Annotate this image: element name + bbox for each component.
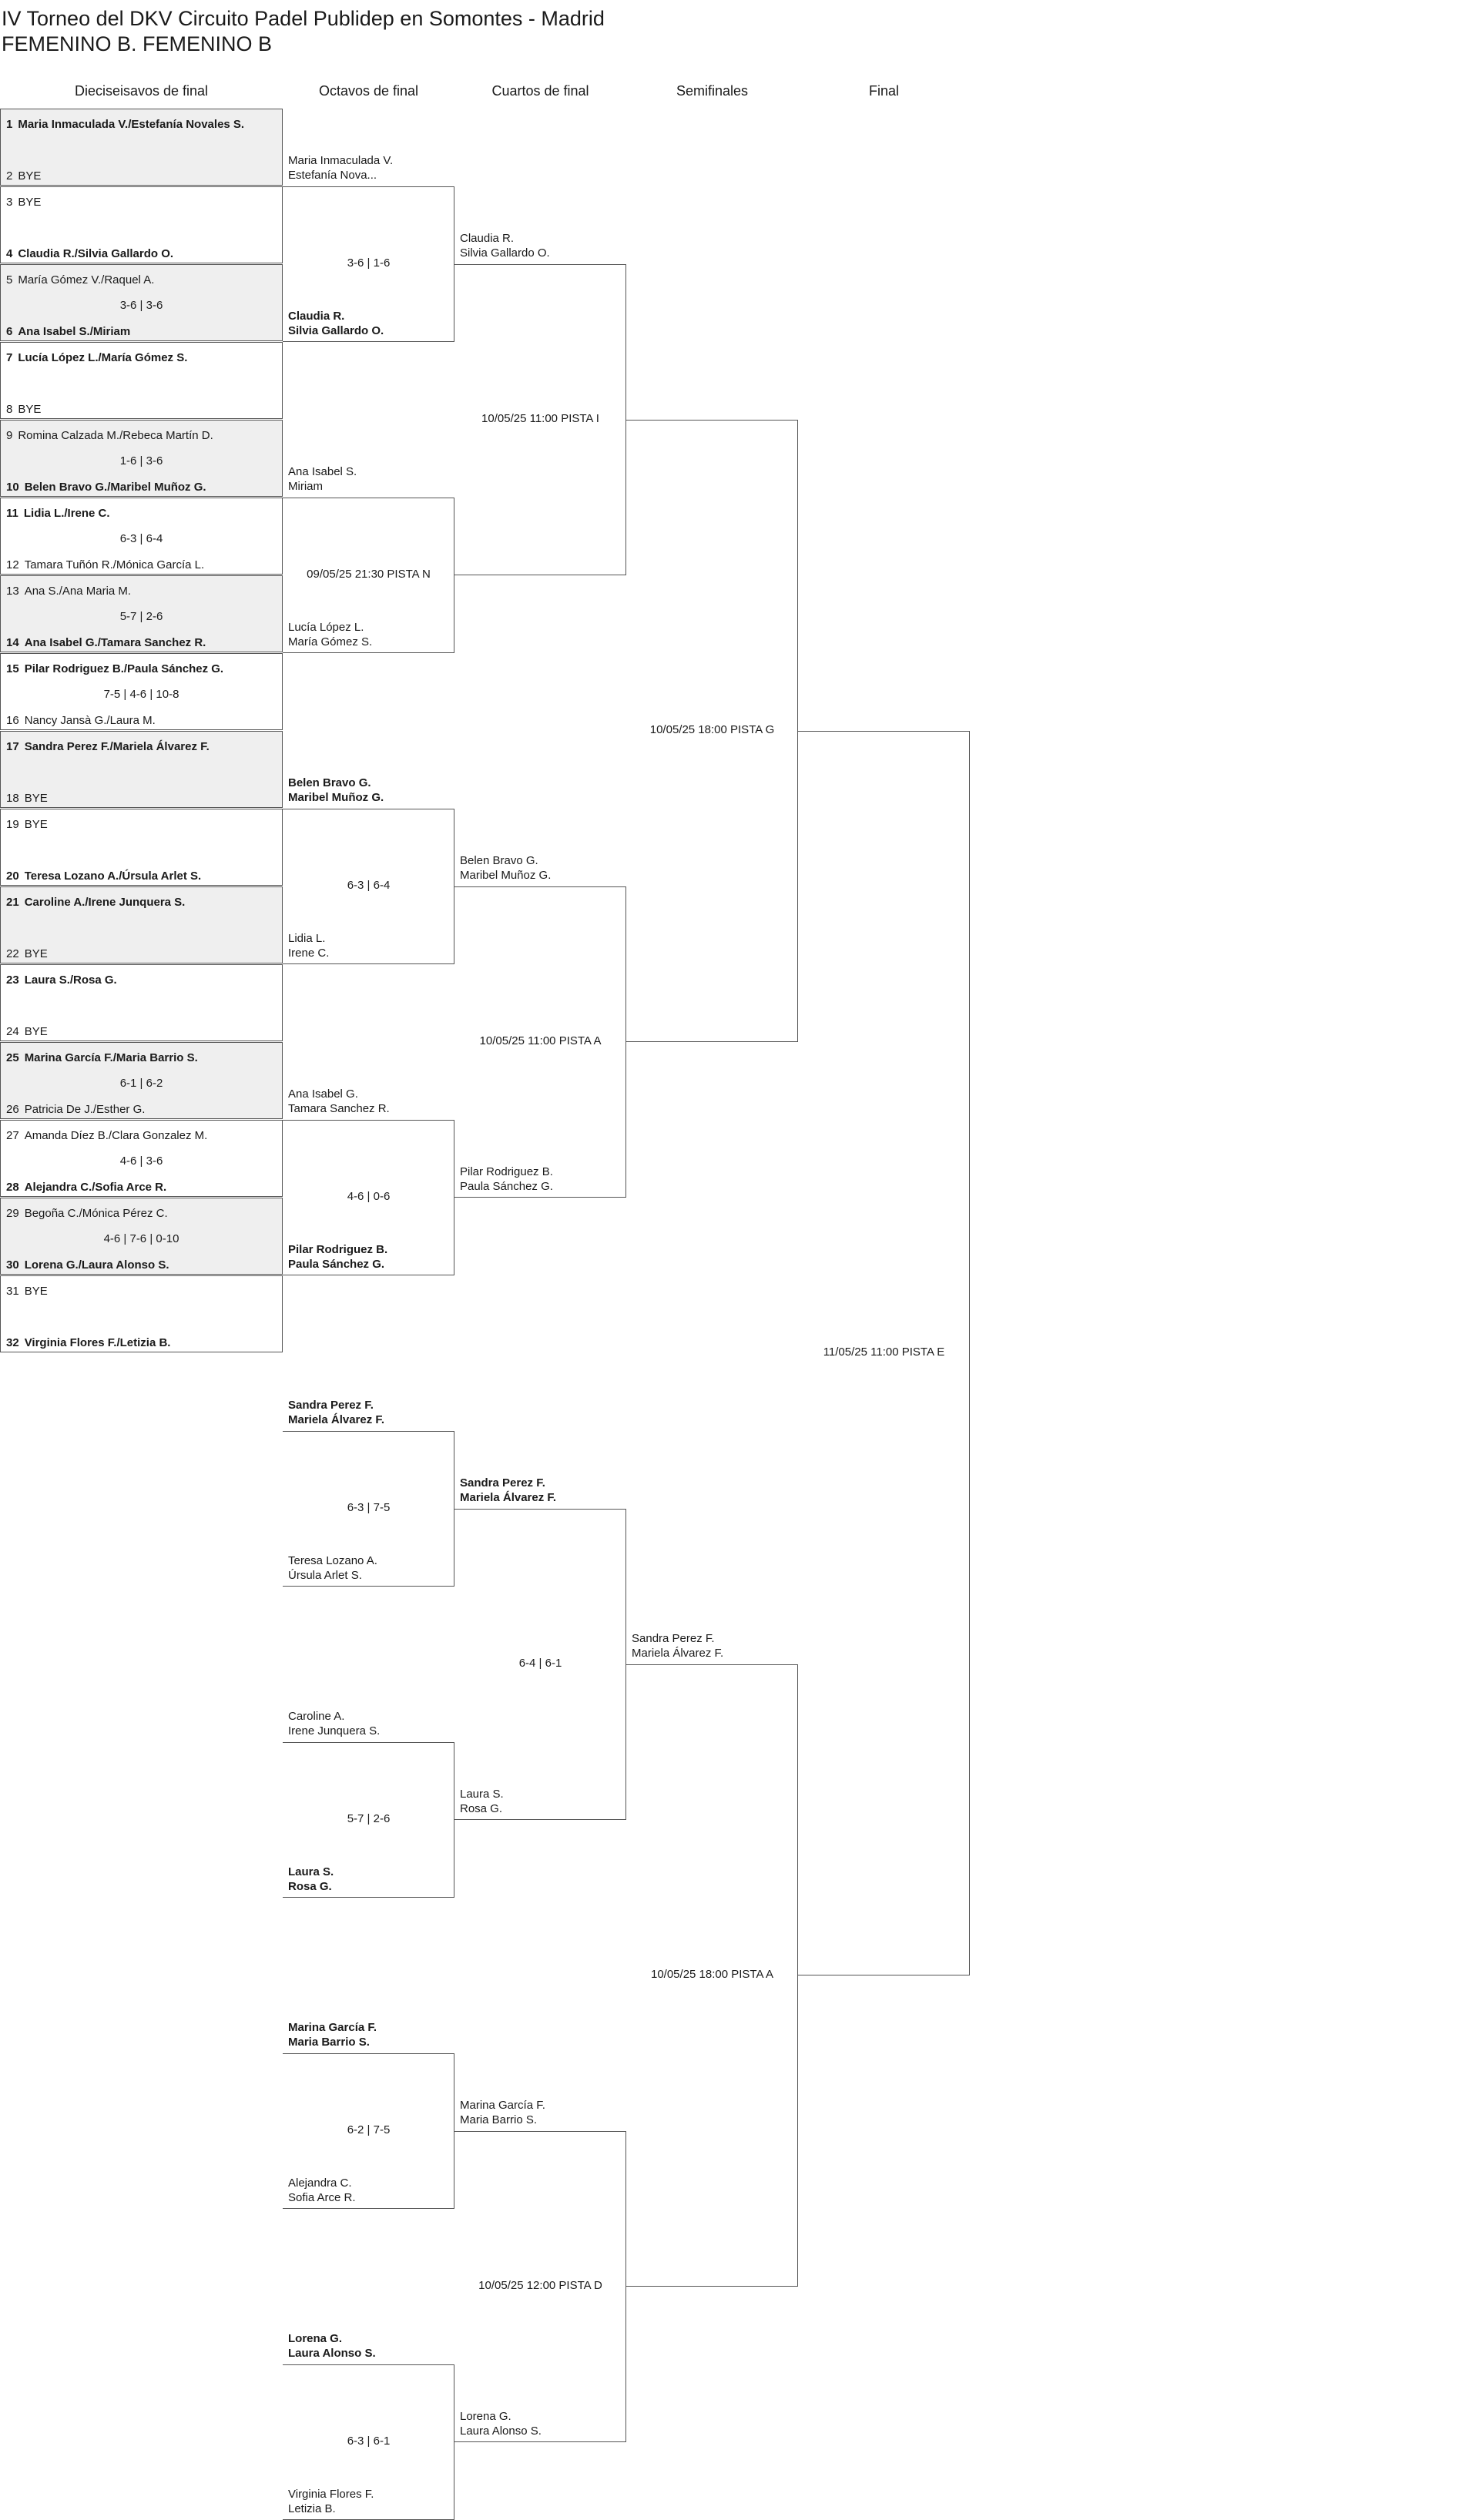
match-score: 4-6 | 7-6 | 0-10 <box>103 1232 179 1245</box>
player-name: Marina García F. <box>288 2021 377 2034</box>
page-subtitle: FEMENINO B. FEMENINO B <box>2 32 273 55</box>
seed-number: 26 <box>6 1103 19 1116</box>
player-pair <box>6 1207 168 1220</box>
r32-match[interactable] <box>0 575 283 652</box>
seed-number: 1 <box>6 118 13 131</box>
player-pair <box>6 507 110 520</box>
round-header: Cuartos de final <box>491 83 589 99</box>
r32-match[interactable] <box>0 186 283 263</box>
pair-name: Caroline A./Irene Junquera S. <box>24 896 186 909</box>
player-pair <box>6 118 244 131</box>
player-name: Irene Junquera S. <box>288 1724 381 1738</box>
player-name: Pilar Rodriguez B. <box>460 1165 553 1178</box>
player-pair <box>6 973 117 987</box>
player-name: Tamara Sanchez R. <box>288 1102 390 1115</box>
pair-name: Ana Isabel S./Miriam <box>18 325 131 338</box>
player-name: Laura S. <box>460 1788 504 1801</box>
seed-number: 19 <box>6 818 19 831</box>
seed-number: 13 <box>6 585 19 598</box>
match-info: 11/05/25 11:00 PISTA E <box>823 1345 945 1359</box>
seed-number: 28 <box>6 1181 19 1194</box>
r32-match[interactable] <box>0 653 283 730</box>
pair-name: Romina Calzada M./Rebeca Martín D. <box>18 429 213 442</box>
r32-match[interactable] <box>0 109 283 186</box>
pair-name: Lorena G./Laura Alonso S. <box>24 1258 169 1272</box>
player-name: Laura S. <box>288 1865 334 1878</box>
match-info: 4-6 | 0-6 <box>347 1190 391 1203</box>
r32-match[interactable] <box>0 1042 283 1119</box>
player-name: Maria Inmaculada V. <box>288 154 394 167</box>
player-name: Teresa Lozano A. <box>288 1554 377 1567</box>
r32-match[interactable] <box>0 886 283 963</box>
player-name: Maria Barrio S. <box>288 2036 370 2049</box>
player-pair <box>6 1051 198 1064</box>
round-header: Semifinales <box>676 83 749 99</box>
player-pair <box>6 1103 145 1116</box>
player-name: Rosa G. <box>288 1880 332 1893</box>
player-name: Lidia L. <box>288 932 326 945</box>
seed-number: 11 <box>6 507 18 520</box>
r32-match[interactable] <box>0 1198 283 1275</box>
player-name: Silvia Gallardo O. <box>288 324 384 337</box>
player-name: Paula Sánchez G. <box>460 1180 553 1193</box>
player-pair <box>6 1181 166 1194</box>
match-info: 10/05/25 18:00 PISTA G <box>649 723 775 736</box>
player-pair <box>6 1285 48 1298</box>
player-name: Mariela Álvarez F. <box>632 1647 724 1660</box>
player-pair <box>6 169 41 183</box>
pair-name: Lucía López L./María Gómez S. <box>18 351 188 364</box>
seed-number: 22 <box>6 947 19 960</box>
match-score: 6-1 | 6-2 <box>119 1077 163 1090</box>
round-header: Final <box>868 83 899 99</box>
player-pair <box>6 636 206 649</box>
player-pair <box>6 481 206 494</box>
player-name: Caroline A. <box>288 1710 345 1723</box>
player-pair <box>6 585 131 598</box>
seed-number: 2 <box>6 169 13 183</box>
pair-name: Virginia Flores F./Letizia B. <box>24 1336 171 1349</box>
player-name: Sandra Perez F. <box>632 1632 715 1645</box>
player-name: Lorena G. <box>460 2410 511 2423</box>
pair-name: BYE <box>24 818 48 831</box>
r32-match[interactable] <box>0 1275 283 1352</box>
player-name: Virginia Flores F. <box>288 2488 374 2501</box>
player-name: Lorena G. <box>288 2332 343 2345</box>
match-score: 5-7 | 2-6 <box>119 610 163 623</box>
player-pair <box>6 1129 207 1142</box>
seed-number: 17 <box>6 740 19 753</box>
match-score: 4-6 | 3-6 <box>119 1154 163 1168</box>
player-name: Maribel Muñoz G. <box>460 869 552 882</box>
player-name: Letizia B. <box>288 2502 336 2515</box>
match-info: 10/05/25 12:00 PISTA D <box>478 2279 602 2292</box>
player-name: Laura Alonso S. <box>288 2347 376 2360</box>
match-info: 6-3 | 6-4 <box>347 879 391 892</box>
player-name: Claudia R. <box>460 232 515 245</box>
player-pair <box>6 273 154 287</box>
player-name: Rosa G. <box>460 1802 503 1815</box>
player-name: Sandra Perez F. <box>460 1476 545 1490</box>
player-name: Irene C. <box>288 947 330 960</box>
pair-name: Ana Isabel G./Tamara Sanchez R. <box>24 636 206 649</box>
player-name: Claudia R. <box>288 310 345 323</box>
seed-number: 25 <box>6 1051 19 1064</box>
player-pair <box>6 896 185 909</box>
seed-number: 21 <box>6 896 19 909</box>
match-info: 6-3 | 6-1 <box>347 2435 391 2448</box>
pair-name: Pilar Rodriguez B./Paula Sánchez G. <box>24 662 224 675</box>
seed-number: 30 <box>6 1258 19 1272</box>
seed-number: 18 <box>6 792 19 805</box>
match-score: 7-5 | 4-6 | 10-8 <box>103 688 179 701</box>
match-info: 6-2 | 7-5 <box>347 2123 391 2136</box>
seed-number: 29 <box>6 1207 19 1220</box>
pair-name: Alejandra C./Sofia Arce R. <box>24 1181 167 1194</box>
player-pair <box>6 740 210 753</box>
pair-name: Belen Bravo G./Maribel Muñoz G. <box>24 481 206 494</box>
player-name: Mariela Álvarez F. <box>288 1413 385 1426</box>
player-pair <box>6 247 173 260</box>
player-name: Belen Bravo G. <box>288 776 371 789</box>
player-name: Ana Isabel G. <box>288 1087 358 1101</box>
pair-name: Marina García F./Maria Barrio S. <box>24 1051 198 1064</box>
r32-match[interactable] <box>0 1120 283 1197</box>
player-name: Marina García F. <box>460 2099 545 2112</box>
player-pair <box>6 1258 169 1272</box>
player-pair <box>6 558 204 571</box>
player-pair <box>6 1336 170 1349</box>
pair-name: BYE <box>24 947 48 960</box>
match-info: 6-3 | 7-5 <box>347 1501 391 1514</box>
player-name: Maria Barrio S. <box>460 2113 538 2126</box>
page-title: IV Torneo del DKV Circuito Padel Publidep en Somontes - Madrid <box>2 7 605 30</box>
pair-name: Claudia R./Silvia Gallardo O. <box>18 247 174 260</box>
match-info: 09/05/25 21:30 PISTA N <box>307 568 431 581</box>
pair-name: BYE <box>18 196 42 209</box>
player-pair <box>6 1025 48 1038</box>
player-name: María Gómez S. <box>288 635 373 648</box>
pair-name: Lidia L./Irene C. <box>23 507 110 520</box>
r32-match[interactable] <box>0 731 283 808</box>
player-name: Paula Sánchez G. <box>288 1258 385 1271</box>
pair-name: Tamara Tuñón R./Mónica García L. <box>24 558 205 571</box>
seed-number: 31 <box>6 1285 19 1298</box>
seed-number: 27 <box>6 1129 19 1142</box>
match-info: 5-7 | 2-6 <box>347 1812 391 1825</box>
round-header: Octavos de final <box>318 83 419 99</box>
seed-number: 24 <box>6 1025 19 1038</box>
player-pair <box>6 818 48 831</box>
player-name: Maribel Muñoz G. <box>288 791 384 804</box>
r32-match[interactable] <box>0 264 283 341</box>
r32-match[interactable] <box>0 964 283 1041</box>
r32-match[interactable] <box>0 809 283 886</box>
player-name: Lucía López L. <box>288 621 364 634</box>
seed-number: 10 <box>6 481 19 494</box>
player-name: Mariela Álvarez F. <box>460 1491 557 1504</box>
match-info: 10/05/25 11:00 PISTA I <box>481 412 599 425</box>
seed-number: 20 <box>6 870 19 883</box>
player-pair <box>6 196 41 209</box>
pair-name: BYE <box>18 403 42 416</box>
pair-name: Ana S./Ana Maria M. <box>24 585 132 598</box>
pair-name: BYE <box>18 169 42 183</box>
player-pair <box>6 714 156 727</box>
player-pair <box>6 429 213 442</box>
player-pair <box>6 870 201 883</box>
player-name: Laura Alonso S. <box>460 2424 542 2438</box>
round-header: Dieciseisavos de final <box>74 83 209 99</box>
pair-name: María Gómez V./Raquel A. <box>18 273 155 287</box>
seed-number: 3 <box>6 196 13 209</box>
player-name: Sandra Perez F. <box>288 1399 374 1412</box>
seed-number: 15 <box>6 662 19 675</box>
pair-name: Sandra Perez F./Mariela Álvarez F. <box>24 740 210 753</box>
match-info: 3-6 | 1-6 <box>347 256 391 270</box>
pair-name: BYE <box>24 1285 48 1298</box>
player-name: Ana Isabel S. <box>288 465 357 478</box>
pair-name: BYE <box>24 1025 48 1038</box>
player-name: Sofia Arce R. <box>288 2191 356 2204</box>
player-pair <box>6 325 130 338</box>
pair-name: Laura S./Rosa G. <box>24 973 117 987</box>
player-name: Úrsula Arlet S. <box>288 1569 362 1582</box>
match-info: 10/05/25 18:00 PISTA A <box>650 1968 773 1981</box>
pair-name: Teresa Lozano A./Úrsula Arlet S. <box>24 870 202 883</box>
seed-number: 23 <box>6 973 19 987</box>
seed-number: 5 <box>6 273 13 287</box>
r32-match[interactable] <box>0 420 283 497</box>
r32-match[interactable] <box>0 498 283 575</box>
seed-number: 4 <box>6 247 13 260</box>
match-info: 6-4 | 6-1 <box>518 1657 562 1670</box>
pair-name: Maria Inmaculada V./Estefanía Novales S. <box>18 118 245 131</box>
match-score: 3-6 | 3-6 <box>119 299 163 312</box>
seed-number: 8 <box>6 403 13 416</box>
pair-name: Patricia De J./Esther G. <box>24 1103 146 1116</box>
match-score: 6-3 | 6-4 <box>119 532 163 545</box>
pair-name: Nancy Jansà G./Laura M. <box>24 714 156 727</box>
seed-number: 9 <box>6 429 13 442</box>
seed-number: 16 <box>6 714 19 727</box>
player-name: Estefanía Nova... <box>288 169 377 182</box>
player-pair <box>6 351 187 364</box>
seed-number: 12 <box>6 558 19 571</box>
player-name: Silvia Gallardo O. <box>460 246 550 260</box>
player-pair <box>6 792 48 805</box>
pair-name: Amanda Díez B./Clara Gonzalez M. <box>24 1129 208 1142</box>
match-score: 1-6 | 3-6 <box>119 454 163 467</box>
pair-name: BYE <box>24 792 48 805</box>
player-name: Pilar Rodriguez B. <box>288 1243 388 1256</box>
player-name: Belen Bravo G. <box>460 854 538 867</box>
seed-number: 14 <box>6 636 19 649</box>
player-name: Miriam <box>288 480 323 493</box>
seed-number: 6 <box>6 325 13 338</box>
player-pair <box>6 403 41 416</box>
player-pair <box>6 662 223 675</box>
seed-number: 7 <box>6 351 13 364</box>
match-info: 10/05/25 11:00 PISTA A <box>479 1034 602 1047</box>
r32-match[interactable] <box>0 342 283 419</box>
player-pair <box>6 947 48 960</box>
pair-name: Begoña C./Mónica Pérez C. <box>24 1207 168 1220</box>
seed-number: 32 <box>6 1336 19 1349</box>
player-name: Alejandra C. <box>288 2177 352 2190</box>
